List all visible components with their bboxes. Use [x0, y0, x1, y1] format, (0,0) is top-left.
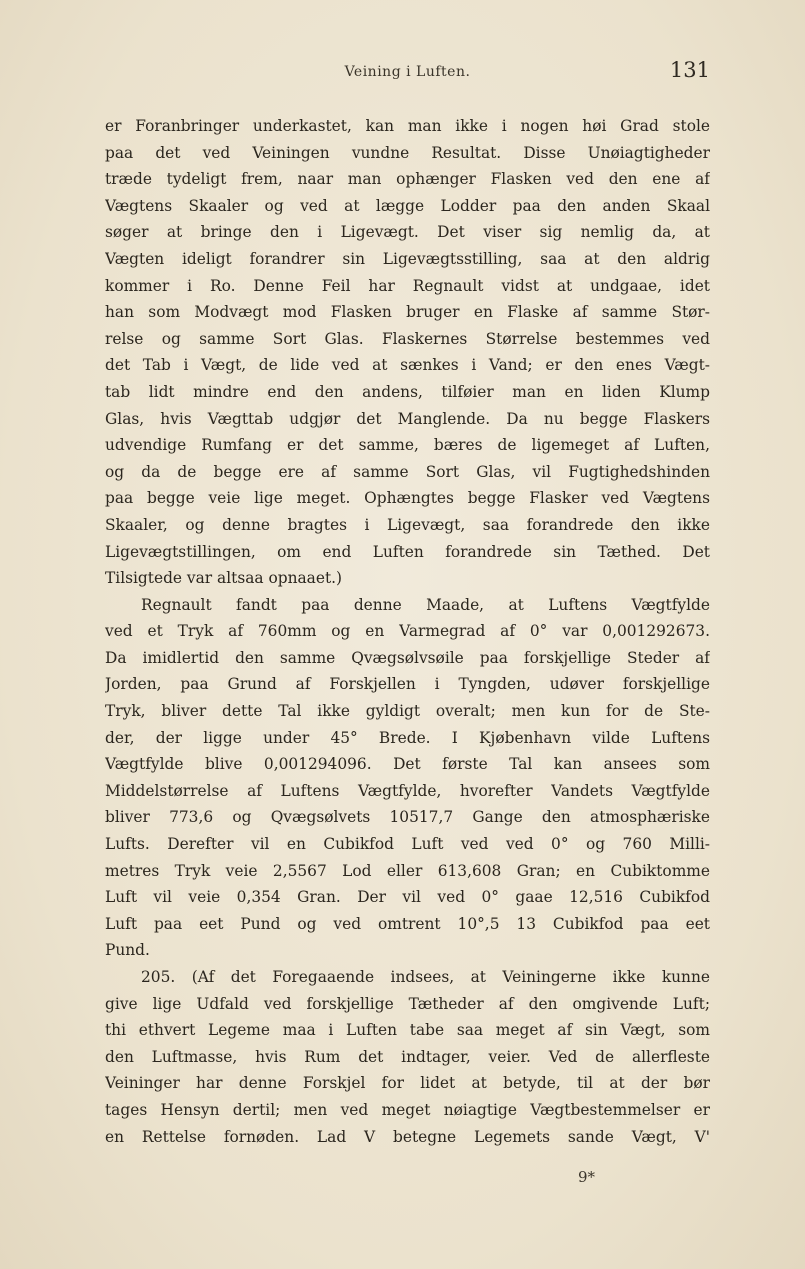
text-line: relse og samme Sort Glas. Flaskernes Størrelse bestemmes ved [105, 329, 710, 348]
text-line: en Rettelse fornøden. Lad V betegne Legemets sande Vægt, V' [105, 1127, 710, 1146]
text-line: Regnault fandt paa denne Maade, at Luftens Vægtfylde [141, 595, 710, 614]
text-line: Jorden, paa Grund af Forskjellen i Tyngden, udøver forskjellige [105, 675, 710, 694]
text-line: thi ethvert Legeme maa i Luften tabe saa meget af sin Vægt, som [105, 1021, 710, 1040]
text-line: tages Hensyn dertil; men ved meget nøiagtige Vægtbestemmelser er [105, 1100, 710, 1119]
text-line: tab lidt mindre end den andens, tilføier man en liden Klump [105, 382, 710, 401]
text-line: kommer i Ro. Denne Feil har Regnault vidst at undgaae, idet [105, 276, 710, 295]
text-line: Lufts. Derefter vil en Cubikfod Luft ved ved 0° og 760 Milli- [105, 835, 710, 854]
text-line: Tilsigtede var altsaa opnaaet.) [105, 569, 343, 588]
text-line: søger at bringe den i Ligevægt. Det viser sig nemlig da, at [105, 223, 710, 242]
page-number: 131 [669, 58, 710, 82]
text-line: det Tab i Vægt, de lide ved at sænkes i Vand; er den enes Vægt- [105, 356, 710, 375]
text-line: Vægten ideligt forandrer sin Ligevægtsstilling, saa at den aldrig [105, 249, 710, 268]
text-line: Ligevægtstillingen, om end Luften forandrede sin Tæthed. Det [105, 542, 710, 561]
text-line: er Foranbringer underkastet, kan man ikke i nogen høi Grad stole [105, 117, 710, 135]
text-line: paa det ved Veiningen vundne Resultat. Disse Unøiagtigheder [105, 143, 710, 162]
text-line: Tryk, bliver dette Tal ikke gyldigt overalt; men kun for de Ste- [105, 702, 710, 721]
text-line: paa begge veie lige meget. Ophængtes begge Flasker ved Vægtens [105, 489, 710, 508]
body-text [105, 113, 710, 1150]
text-line: Pund. [105, 941, 150, 960]
text-line: give lige Udfald ved forskjellige Tætheder af den omgivende Luft; [105, 994, 710, 1013]
text-line: Skaaler, og denne bragtes i Ligevægt, saa forandrede den ikke [105, 515, 710, 534]
text-line: han som Modvægt mod Flasken bruger en Flaske af samme Stør- [105, 303, 710, 322]
text-line: den Luftmasse, hvis Rum det indtager, veier. Ved de allerfleste [105, 1047, 710, 1066]
text-line: der, der ligge under 45° Brede. I Kjøbenhavn vilde Luftens [105, 728, 710, 747]
signature-mark: 9* [578, 1168, 596, 1186]
text-line: 205. (Af det Foregaaende indsees, at Veiningerne ikke kunne [141, 968, 710, 986]
running-head [105, 58, 710, 88]
text-line: og da de begge ere af samme Sort Glas, vil Fugtighedshinden [105, 462, 710, 481]
text-line: Glas, hvis Vægttab udgjør det Manglende. Da nu begge Flaskers [105, 409, 710, 428]
text-line: Middelstørrelse af Luftens Vægtfylde, hvorefter Vandets Vægtfylde [105, 781, 710, 800]
text-line: bliver 773,6 og Qvægsølvets 10517,7 Gange den atmosphæriske [105, 808, 710, 827]
text-line: Vægtens Skaaler og ved at lægge Lodder paa den anden Skaal [105, 196, 710, 215]
text-line: ved et Tryk af 760mm og en Varmegrad af 0° var 0,001292673. [105, 622, 710, 641]
text-line: metres Tryk veie 2,5567 Lod eller 613,608 Gran; en Cubiktomme [105, 861, 710, 880]
running-title: Veining i Luften. [344, 64, 471, 80]
text-line: Veininger har denne Forskjel for lidet at betyde, til at der bør [105, 1074, 710, 1093]
text-line: Da imidlertid den samme Qvægsølvsøile paa forskjellige Steder af [105, 648, 710, 667]
text-line: Vægtfylde blive 0,001294096. Det første Tal kan ansees som [105, 755, 710, 774]
text-line: udvendige Rumfang er det samme, bæres de ligemeget af Luften, [105, 436, 710, 455]
text-line: træde tydeligt frem, naar man ophænger Flasken ved den ene af [105, 170, 710, 189]
text-line: Luft paa eet Pund og ved omtrent 10°,5 13 Cubikfod paa eet [105, 914, 710, 933]
text-line: Luft vil veie 0,354 Gran. Der vil ved 0° gaae 12,516 Cubikfod [105, 888, 710, 907]
